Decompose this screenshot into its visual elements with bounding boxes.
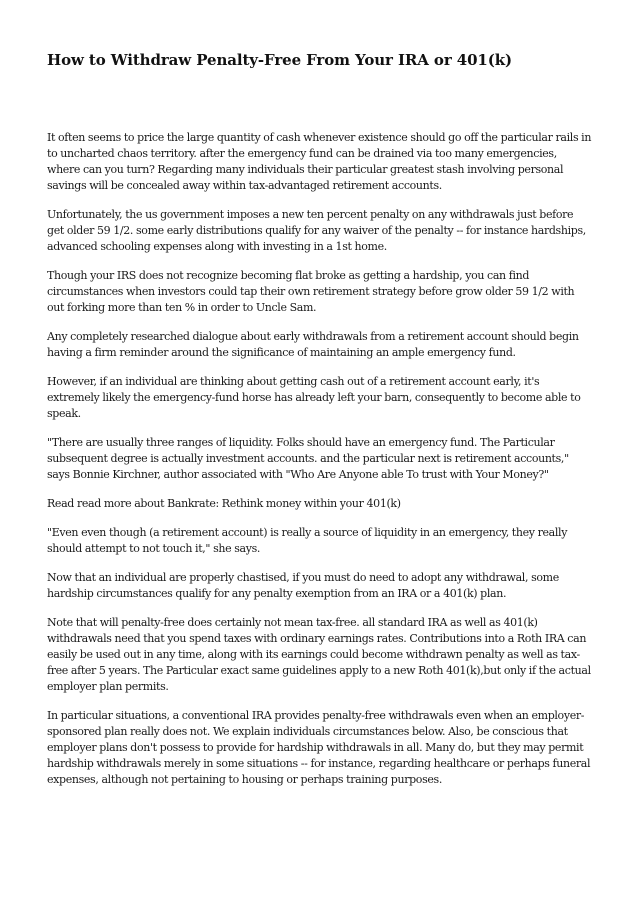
- document-body: [47, 130, 592, 788]
- document-title: How to Withdraw Penalty-Free From Your IRA or 401(k): [47, 51, 513, 69]
- paragraph-6: "There are usually three ranges of liquidity. Folks should have an emergency fund. The Particular subsequent degree is actually investment accounts. and the particular next is retirement accounts," says Bonnie Kirchner, author associated with "Who Are Anyone able To trust with Your Money?": [47, 436, 569, 481]
- paragraph-4: Any completely researched dialogue about early withdrawals from a retirement account should begin having a firm reminder around the significance of maintaining an ample emergency fund.: [47, 330, 579, 359]
- paragraph-8: "Even even though (a retirement account) is really a source of liquidity in an emergency, they really should attempt to not touch it," she says.: [47, 526, 568, 555]
- paragraph-11: In particular situations, a conventional IRA provides penalty-free withdrawals even when an employer-sponsored plan really does not. We explain individuals circumstances below. Also, be conscious that employer plans don't possess to provide for hardship withdrawals in all. Many do, but they may permit hardship withdrawals merely in some situations -- for instance, regarding healthcare or perhaps funeral expenses, although not pertaining to housing or perhaps training purposes.: [47, 709, 591, 786]
- paragraph-1: It often seems to price the large quantity of cash whenever existence should go off the particular rails in to uncharted chaos territory. after the emergency fund can be drained via too many emergencies, where can you turn? Regarding many individuals their particular greatest stash involving personal savings will be concealed away within tax-advantaged retirement accounts.: [47, 131, 592, 192]
- paragraph-5: However, if an individual are thinking about getting cash out of a retirement account early, it's extremely likely the emergency-fund horse has already left your barn, consequently to become able to speak.: [47, 375, 581, 420]
- paragraph-2: Unfortunately, the us government imposes a new ten percent penalty on any withdrawals just before get older 59 1/2. some early distributions qualify for any waiver of the penalty -- for instance hardships, advanced schooling expenses along with investing in a 1st home.: [47, 208, 586, 253]
- paragraph-10: Note that will penalty-free does certainly not mean tax-free. all standard IRA as well as 401(k) withdrawals need that you spend taxes with ordinary earnings rates. Contributions into a Roth IRA can easily be used out in any time, along with its earnings could become withdrawn penalty as well as tax-free after 5 years. The Particular exact same guidelines apply to a new Roth 401(k),but only if the actual employer plan permits.: [47, 616, 591, 693]
- paragraph-3: Though your IRS does not recognize becoming flat broke as getting a hardship, you can find circumstances when investors could tap their own retirement strategy before grow older 59 1/2 with out forking more than ten % in order to Uncle Sam.: [47, 269, 575, 314]
- paragraph-9: Now that an individual are properly chastised, if you must do need to adopt any withdrawal, some hardship circumstances qualify for any penalty exemption from an IRA or a 401(k) plan.: [47, 571, 559, 600]
- paragraph-7: Read read more about Bankrate: Rethink money within your 401(k): [47, 497, 401, 510]
